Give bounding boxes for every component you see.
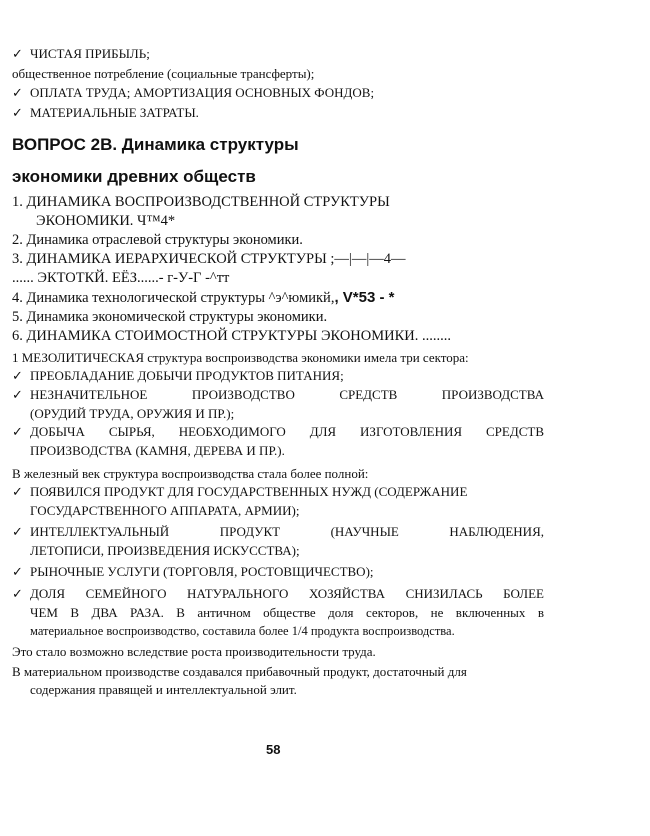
checkmark-icon: ✓ <box>12 587 23 602</box>
list-item-2: 2. Динамика отраслевой структуры экономики. <box>12 232 303 248</box>
document-page <box>12 44 544 699</box>
checkmark-icon: ✓ <box>12 425 23 440</box>
iron-intro: В железный век структура воспроизводства стала более полной: <box>12 466 369 481</box>
meso-bullet-1: ✓ ПРЕОБЛАДАНИЕ ДОБЫЧИ ПРОДУКТОВ ПИТАНИЯ; <box>12 368 344 384</box>
iron-bullet-3: ✓ РЫНОЧНЫЕ УСЛУГИ (ТОРГОВЛЯ, РОСТОВЩИЧЕСТВО); <box>12 564 374 580</box>
line-public-consumption: общественное потребление (социальные трансферты); <box>12 66 315 81</box>
meso-bullet-2: ✓ НЕЗНАЧИТЕЛЬНОЕ ПРОИЗВОДСТВО СРЕДСТВ ПРОИЗВОДСТВА (ОРУДИЙ ТРУДА, ОРУЖИЯ И ПР.); <box>12 387 544 421</box>
list-item-5: 5. Динамика экономической структуры экономики. <box>12 309 328 325</box>
iron-bullet-1: ✓ ПОЯВИЛСЯ ПРОДУКТ ДЛЯ ГОСУДАРСТВЕННЫХ НУЖД (СОДЕРЖАНИЕ ГОСУДАРСТВЕННОГО АППАРАТА, АРМИИ); <box>12 484 468 518</box>
bullet-material-costs: ✓ МАТЕРИАЛЬНЫЕ ЗАТРАТЫ. <box>12 105 199 121</box>
list-item-1: 1. ДИНАМИКА ВОСПРОИЗВОДСТВЕННОЙ СТРУКТУРЫ ЭКОНОМИКИ. Ч™4* <box>12 194 390 229</box>
checkmark-icon: ✓ <box>12 106 23 121</box>
checkmark-icon: ✓ <box>12 485 23 500</box>
checkmark-icon: ✓ <box>12 388 23 403</box>
checkmark-icon: ✓ <box>12 47 23 62</box>
meso-intro: 1 МЕЗОЛИТИЧЕСКАЯ структура воспроизводства экономики имела три сектора: <box>12 350 469 365</box>
meso-bullet-3: ✓ ДОБЫЧА СЫРЬЯ, НЕОБХОДИМОГО ДЛЯ ИЗГОТОВЛЕНИЯ СРЕДСТВ ПРОИЗВОДСТВА (КАМНЯ, ДЕРЕВА И ПР.). <box>12 424 544 458</box>
list-item-4: 4. Динамика технологической структуры ^э^юмикй,, V*53 - * <box>12 289 395 306</box>
list-item-4-extra: , V*53 - * <box>334 289 395 306</box>
list-item-6: 6. ДИНАМИКА СТОИМОСТНОЙ СТРУКТУРЫ ЭКОНОМИКИ. ........ <box>12 328 452 344</box>
heading-line-2: экономики древних обществ <box>12 167 256 186</box>
page-number: 58 <box>266 742 281 757</box>
checkmark-icon: ✓ <box>12 525 23 540</box>
checkmark-icon: ✓ <box>12 86 23 101</box>
section-heading <box>12 129 544 193</box>
closing-paragraph-1: Это стало возможно вследствие роста производительности труда. <box>12 644 376 659</box>
iron-bullet-2: ✓ ИНТЕЛЛЕКТУАЛЬНЫЙ ПРОДУКТ (НАУЧНЫЕ НАБЛЮДЕНИЯ, ЛЕТОПИСИ, ПРОИЗВЕДЕНИЯ ИСКУССТВА); <box>12 524 544 558</box>
bullet-labor-payment: ✓ ОПЛАТА ТРУДА; АМОРТИЗАЦИЯ ОСНОВНЫХ ФОНДОВ; <box>12 85 375 101</box>
list-item-3: 3. ДИНАМИКА ИЕРАРХИЧЕСКОЙ СТРУКТУРЫ ;—|—|—4— ...... ЭКТОТКЙ. ЕЁЗ......- г-У-Г -^тт <box>12 251 406 286</box>
iron-bullet-4: ✓ ДОЛЯ СЕМЕЙНОГО НАТУРАЛЬНОГО ХОЗЯЙСТВА СНИЗИЛАСЬ БОЛЕЕ ЧЕМ В ДВА РАЗА. В античном обществе доля секторов, не включенных в материальное воспроизводство, составила более 1/4 продукта воспроизводства. <box>12 586 544 638</box>
bullet-net-profit: ✓ ЧИСТАЯ ПРИБЫЛЬ; <box>12 46 150 62</box>
checkmark-icon: ✓ <box>12 369 23 384</box>
checkmark-icon: ✓ <box>12 565 23 580</box>
heading-line-1: ВОПРОС 2В. Динамика структуры <box>12 135 299 154</box>
closing-paragraph-2: В материальном производстве создавался прибавочный продукт, достаточный для содержания правящей и интеллектуальной элит. <box>12 664 467 697</box>
